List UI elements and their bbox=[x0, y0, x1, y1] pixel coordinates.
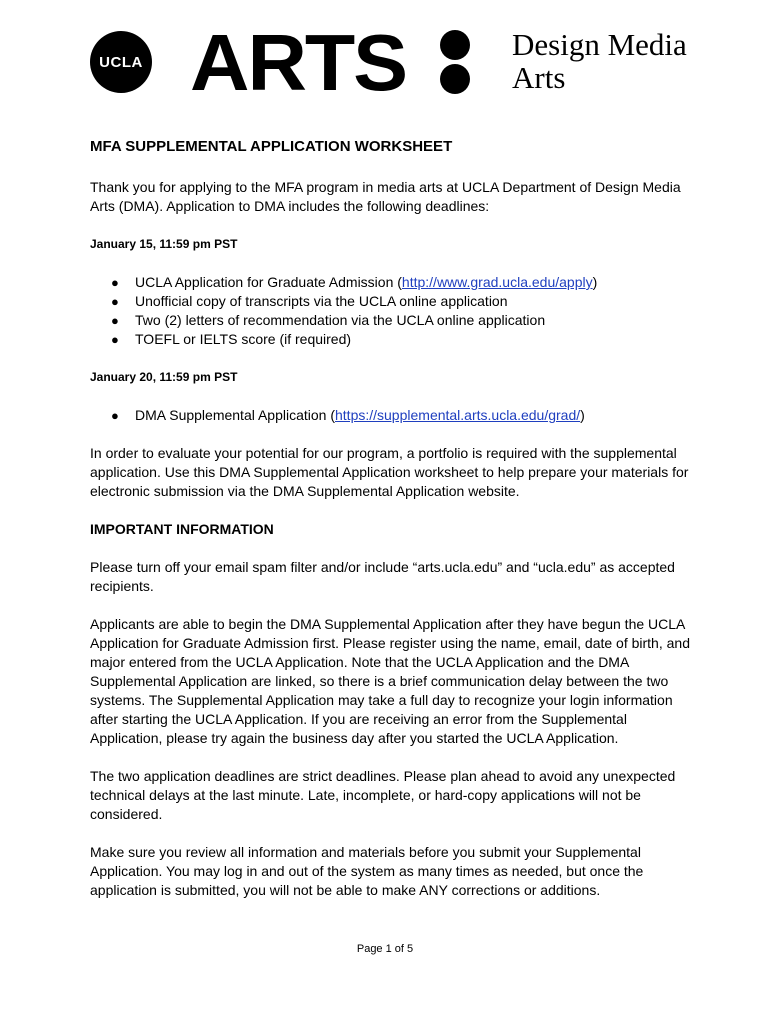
deadline-1-list bbox=[90, 273, 690, 349]
colon-logo-mark bbox=[440, 30, 470, 96]
list-item: ● Unofficial copy of transcripts via the UCLA online application bbox=[111, 293, 508, 309]
list-item: ● TOEFL or IELTS score (if required) bbox=[111, 331, 352, 347]
department-name bbox=[512, 28, 687, 94]
deadline-label-1: January 15, 11:59 pm PST bbox=[90, 237, 238, 251]
document-body bbox=[90, 130, 690, 919]
deadlines-paragraph: The two application deadlines are strict deadlines. Please plan ahead to avoid any unexpected technical delays at the last minute. Late, incomplete, or hard-copy applications will not be considered. bbox=[90, 768, 676, 822]
arts-logo: ARTS bbox=[190, 18, 407, 107]
deadline-label-2: January 20, 11:59 pm PST bbox=[90, 370, 238, 384]
logo-dot-top bbox=[440, 30, 470, 60]
bullet-icon: ● bbox=[111, 408, 119, 423]
page-header bbox=[0, 0, 770, 110]
deadline-2-list bbox=[90, 406, 690, 425]
bullet-icon: ● bbox=[111, 313, 119, 328]
logo-dot-bottom bbox=[440, 64, 470, 94]
bullet-icon: ● bbox=[111, 275, 119, 290]
review-paragraph: Make sure you review all information and materials before you submit your Supplemental Application. You may log in and out of the system as many times as needed, but once the application is submitted, you will not be able to make ANY corrections or additions. bbox=[90, 844, 644, 898]
list-item: ● DMA Supplemental Application (https://supplemental.arts.ucla.edu/grad/) bbox=[111, 407, 585, 423]
list-item: ● UCLA Application for Graduate Admission (http://www.grad.ucla.edu/apply) bbox=[111, 274, 598, 290]
supplemental-app-link[interactable]: https://supplemental.arts.ucla.edu/grad/ bbox=[335, 407, 581, 423]
portfolio-paragraph: In order to evaluate your potential for our program, a portfolio is required with the supplemental application. Use this DMA Supplemental Application worksheet to help prepare your materials for electronic submission via the DMA Supplemental Application website. bbox=[90, 445, 689, 499]
department-name-line1: Design Media bbox=[512, 27, 687, 62]
bullet-icon: ● bbox=[111, 294, 119, 309]
grad-apply-link[interactable]: http://www.grad.ucla.edu/apply bbox=[401, 274, 593, 290]
list-item: ● Two (2) letters of recommendation via the UCLA online application bbox=[111, 312, 546, 328]
page-number: Page 1 of 5 bbox=[356, 943, 414, 955]
spam-paragraph: Please turn off your email spam filter and/or include “arts.ucla.edu” and “ucla.edu” as accepted recipients. bbox=[90, 559, 675, 594]
important-heading: IMPORTANT INFORMATION bbox=[90, 521, 274, 537]
bullet-icon: ● bbox=[111, 332, 119, 347]
intro-paragraph: Thank you for applying to the MFA program in media arts at UCLA Department of Design Media Arts (DMA). Application to DMA includes the following deadlines: bbox=[90, 179, 681, 214]
applicants-paragraph: Applicants are able to begin the DMA Supplemental Application after they have begun the UCLA Application for Graduate Admission first. Please register using the name, email, date of birth, and major entered from the UCLA Application. Note that the UCLA Application and the DMA Supplemental Application are linked, so there is a brief communication delay between the two systems. The Supplemental Application may take a full day to recognize your login information after starting the UCLA Application. If you are receiving an error from the Supplemental Application, please try again the business day after you started the UCLA Application. bbox=[90, 616, 690, 746]
page-title: MFA SUPPLEMENTAL APPLICATION WORKSHEET bbox=[90, 138, 453, 155]
department-name-line2: Arts bbox=[512, 60, 566, 95]
ucla-logo: UCLA bbox=[90, 31, 152, 93]
